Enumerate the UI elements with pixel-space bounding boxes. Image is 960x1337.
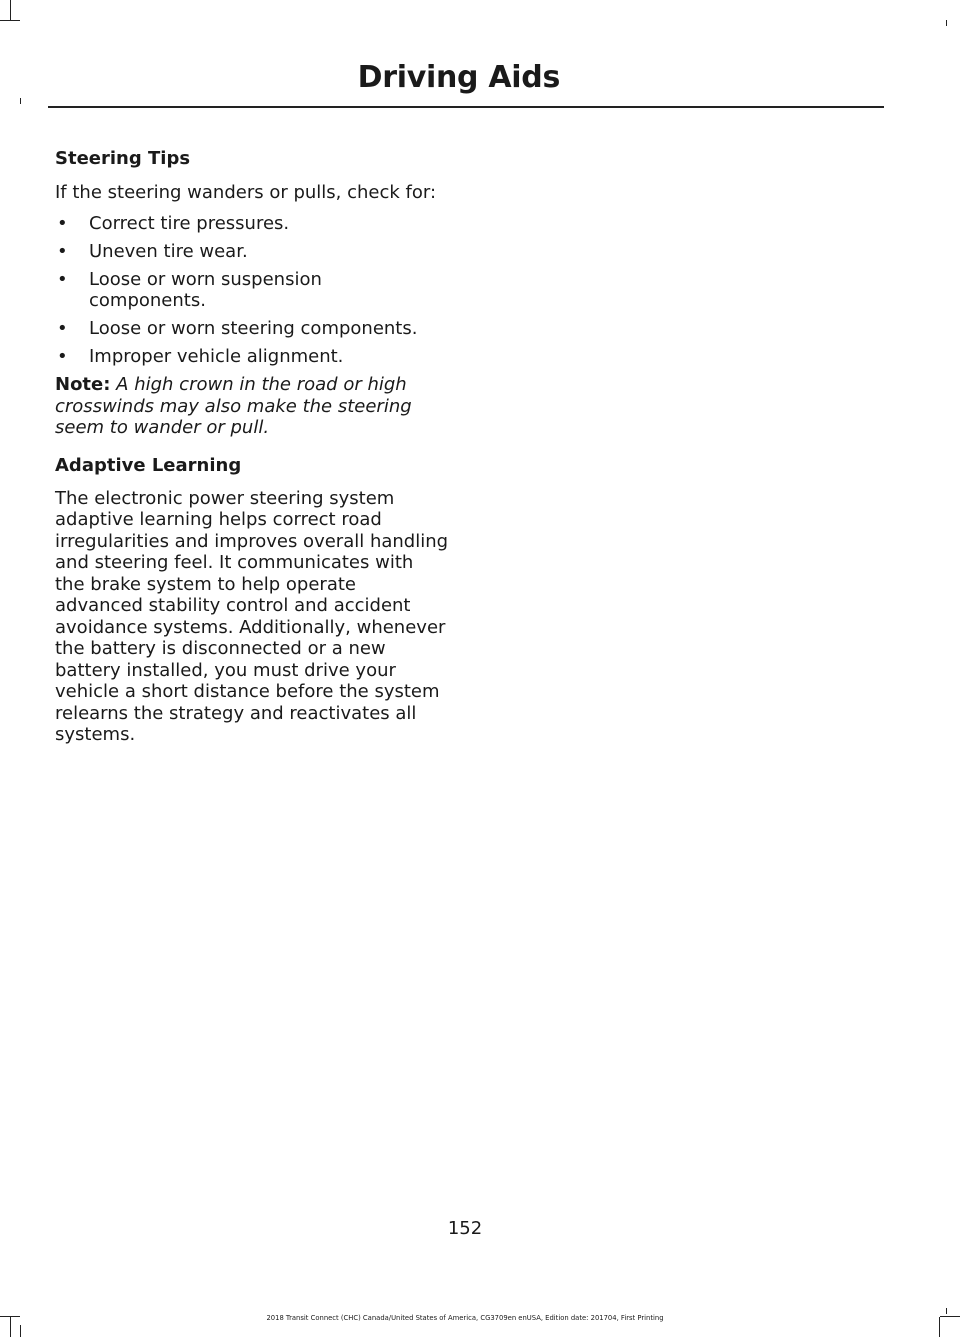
paragraph-line: advanced stability control and accident [55, 595, 411, 616]
bullet-icon: • [57, 346, 68, 367]
crop-mark-top-left-vertical [10, 0, 11, 20]
paragraph-line: relearns the strategy and reactivates all [55, 702, 417, 724]
crop-mark-left-bottom-tick [20, 1325, 21, 1337]
adaptive-learning-paragraph [55, 488, 455, 746]
bullet-icon: • [57, 212, 68, 234]
main-content [55, 146, 455, 746]
section-heading-steering-tips: Steering Tips [55, 148, 191, 169]
page-header-title: Driving Aids [357, 60, 560, 95]
paragraph-line: adaptive learning helps correct road [55, 509, 382, 530]
paragraph-line: irregularities and improves overall handling [55, 530, 449, 552]
bullet-icon: • [57, 318, 68, 339]
list-item-text: Correct tire pressures. [89, 212, 290, 234]
list-item [55, 213, 455, 235]
crop-mark-right-bottom-tick [946, 1308, 947, 1314]
paragraph-line: battery installed, you must drive your [55, 659, 396, 681]
page-number: 152 [447, 1218, 483, 1239]
list-item-text: Improper vehicle alignment. [89, 346, 344, 367]
paragraph-line: the battery is disconnected or a new [55, 638, 386, 659]
bullet-icon: • [57, 268, 68, 290]
crop-mark-left-top-tick [20, 98, 21, 104]
section-heading-adaptive-learning: Adaptive Learning [55, 454, 242, 476]
paragraph-line: and steering feel. It communicates with [55, 552, 414, 573]
crop-mark-bottom-right-vertical [939, 1317, 940, 1337]
steering-check-list [55, 213, 455, 368]
note-line: crosswinds may also make the steering [55, 395, 412, 417]
list-item-text: Loose or worn steering components. [89, 318, 418, 339]
list-item-text: Loose or worn suspension [89, 268, 322, 290]
paragraph-line: the brake system to help operate [55, 573, 356, 595]
crop-mark-bottom-right-horizontal [940, 1316, 960, 1317]
list-item-text-continued: components. [89, 290, 206, 311]
steering-tips-intro: If the steering wanders or pulls, check for: [55, 182, 437, 203]
paragraph-line: The electronic power steering system [55, 487, 395, 509]
list-item [55, 346, 455, 368]
paragraph-line: vehicle a short distance before the system [55, 681, 440, 702]
note-block [55, 374, 455, 439]
paragraph-line: systems. [55, 724, 136, 745]
header-divider [48, 106, 884, 108]
section-steering-tips [55, 146, 455, 439]
bullet-icon: • [57, 240, 68, 262]
note-text: A high crown in the road or high [110, 374, 407, 395]
section-adaptive-learning [55, 453, 455, 746]
note-line [55, 374, 455, 396]
paragraph-line: avoidance systems. Additionally, whenever [55, 616, 446, 638]
crop-mark-top-left-horizontal [0, 20, 20, 21]
footer-edition-info: 2018 Transit Connect (CHC) Canada/United States of America, CG3709en enUSA, Edition date: 201704, First Printing [266, 1314, 664, 1322]
list-item-text: Uneven tire wear. [89, 240, 248, 262]
list-item [55, 318, 455, 340]
note-label: Note: [55, 374, 111, 395]
list-item [55, 269, 455, 312]
list-item [55, 241, 455, 263]
crop-mark-right-top-tick [946, 20, 947, 26]
note-line: seem to wander or pull. [55, 417, 270, 438]
